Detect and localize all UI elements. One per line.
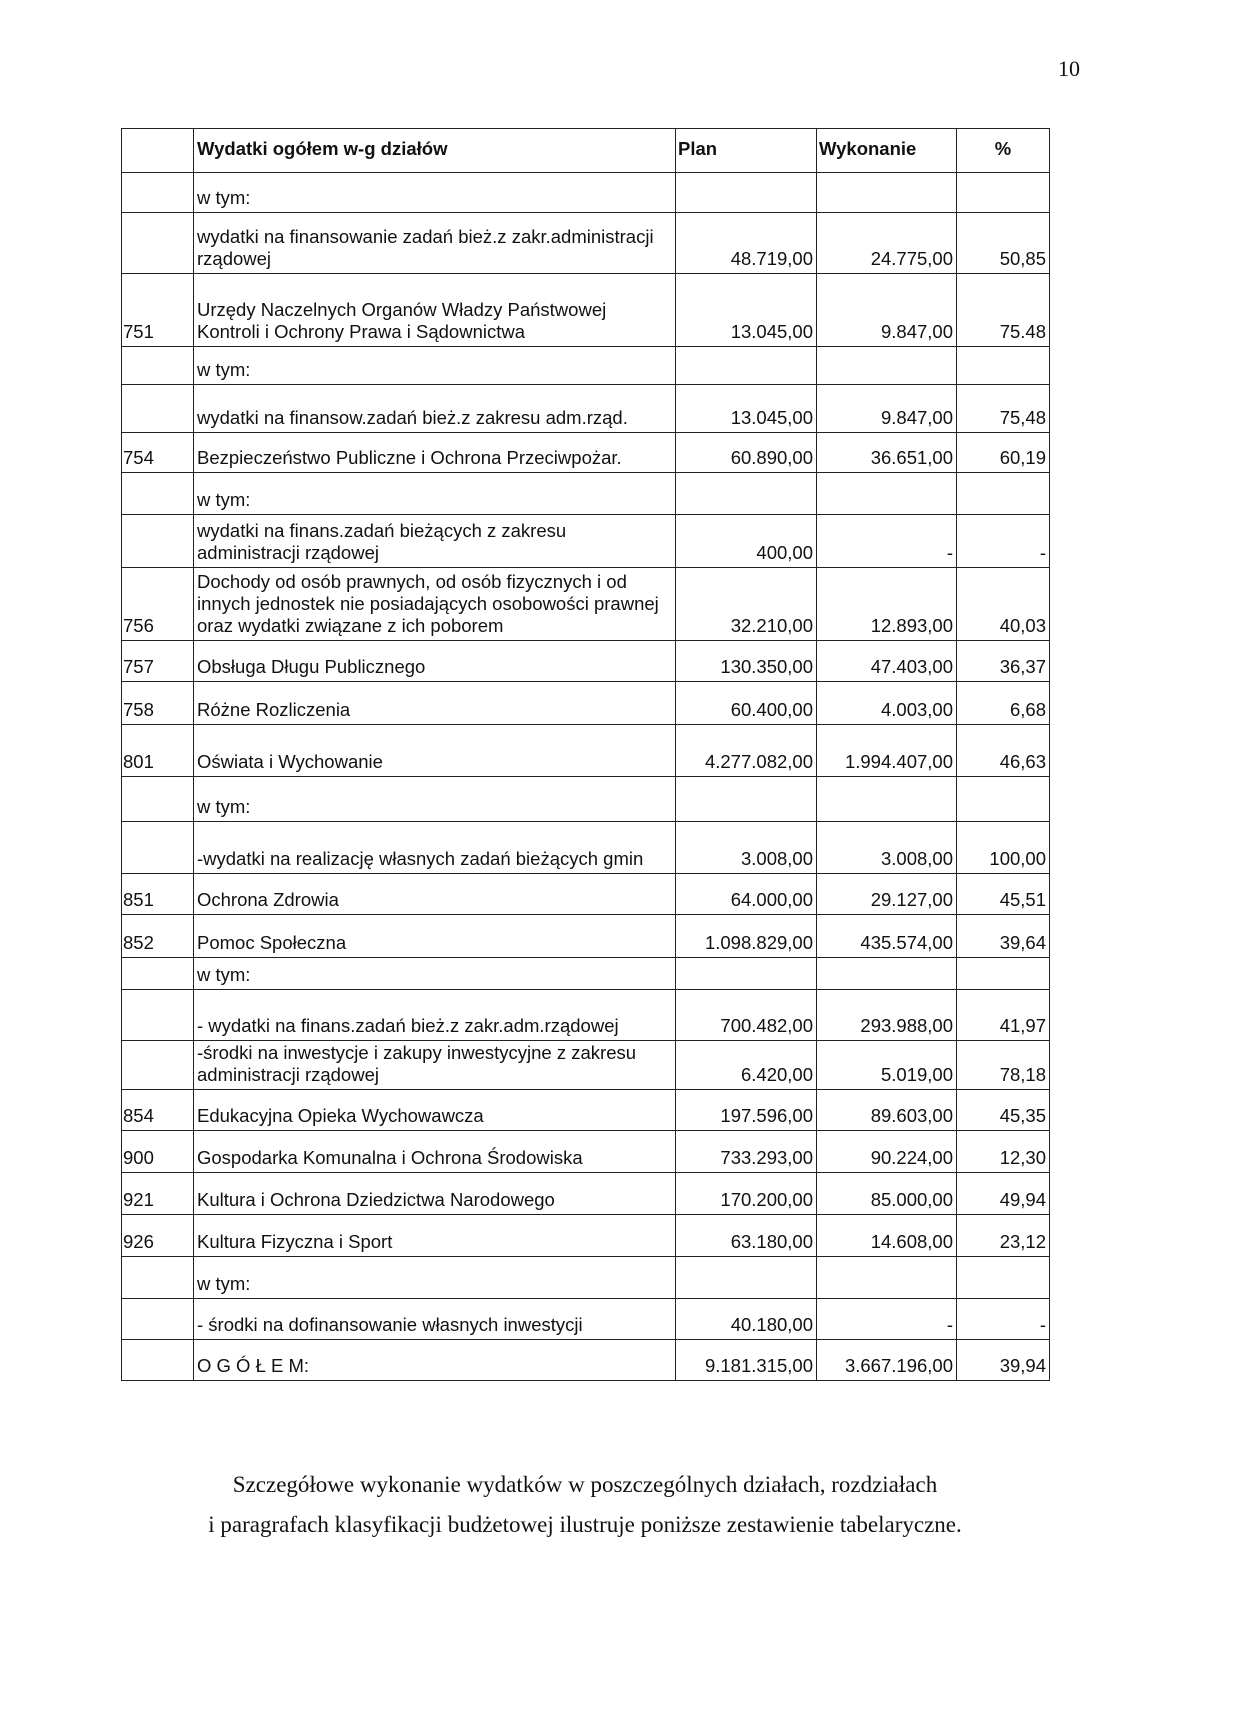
row-plan: 9.181.315,00 xyxy=(676,1340,817,1381)
row-plan: 40.180,00 xyxy=(676,1299,817,1340)
row-execution xyxy=(817,1257,957,1299)
row-percent xyxy=(957,1257,1050,1299)
row-percent: - xyxy=(957,1299,1050,1340)
row-name: Ochrona Zdrowia xyxy=(194,874,676,915)
row-code xyxy=(122,1299,194,1340)
row-execution: 9.847,00 xyxy=(817,274,957,347)
row-name: - środki na dofinansowanie własnych inwestycji xyxy=(194,1299,676,1340)
row-code xyxy=(122,958,194,990)
row-execution: 5.019,00 xyxy=(817,1041,957,1090)
row-percent: 50,85 xyxy=(957,213,1050,274)
table-row xyxy=(122,1257,1050,1299)
row-percent: 39,94 xyxy=(957,1340,1050,1381)
row-percent xyxy=(957,173,1050,213)
table-row xyxy=(122,822,1050,874)
row-percent: 23,12 xyxy=(957,1215,1050,1257)
table-row xyxy=(122,433,1050,473)
row-percent: 45,35 xyxy=(957,1090,1050,1131)
row-percent: 75,48 xyxy=(957,385,1050,433)
row-code xyxy=(122,213,194,274)
row-execution: 1.994.407,00 xyxy=(817,725,957,777)
row-execution: 435.574,00 xyxy=(817,915,957,958)
table-row xyxy=(122,725,1050,777)
row-name: Oświata i Wychowanie xyxy=(194,725,676,777)
row-name: Edukacyjna Opieka Wychowawcza xyxy=(194,1090,676,1131)
row-execution xyxy=(817,777,957,822)
row-code xyxy=(122,822,194,874)
row-code: 900 xyxy=(122,1131,194,1173)
row-name: w tym: xyxy=(194,1257,676,1299)
row-code: 854 xyxy=(122,1090,194,1131)
row-execution xyxy=(817,958,957,990)
row-execution: 29.127,00 xyxy=(817,874,957,915)
row-percent: 78,18 xyxy=(957,1041,1050,1090)
table-row xyxy=(122,1041,1050,1090)
row-name: Gospodarka Komunalna i Ochrona Środowiska xyxy=(194,1131,676,1173)
row-plan xyxy=(676,347,817,385)
table-row xyxy=(122,385,1050,433)
row-name: Kultura i Ochrona Dziedzictwa Narodowego xyxy=(194,1173,676,1215)
row-plan: 3.008,00 xyxy=(676,822,817,874)
row-code: 851 xyxy=(122,874,194,915)
table-row xyxy=(122,915,1050,958)
table-row xyxy=(122,274,1050,347)
row-code: 756 xyxy=(122,568,194,641)
page-number: 10 xyxy=(1058,56,1080,81)
row-code: 757 xyxy=(122,641,194,682)
row-execution: 89.603,00 xyxy=(817,1090,957,1131)
footer-paragraph xyxy=(121,1465,1049,1545)
row-code xyxy=(122,347,194,385)
row-name: Dochody od osób prawnych, od osób fizycznych i od innych jednostek nie posiadających osobowości prawnej oraz wydatki związane z ich poborem xyxy=(194,568,676,641)
row-code xyxy=(122,1041,194,1090)
row-percent: 12,30 xyxy=(957,1131,1050,1173)
row-execution xyxy=(817,173,957,213)
row-name: Urzędy Naczelnych Organów Władzy Państwowej Kontroli i Ochrony Prawa i Sądownictwa xyxy=(194,274,676,347)
row-plan: 63.180,00 xyxy=(676,1215,817,1257)
header-plan: Plan xyxy=(676,129,817,173)
row-code: 926 xyxy=(122,1215,194,1257)
table-row xyxy=(122,568,1050,641)
row-code: 852 xyxy=(122,915,194,958)
row-plan xyxy=(676,1257,817,1299)
row-name: -wydatki na realizację własnych zadań bieżących gmin xyxy=(194,822,676,874)
footer-line: Szczegółowe wykonanie wydatków w poszczególnych działach, rozdziałach xyxy=(232,1472,938,1497)
row-code xyxy=(122,777,194,822)
table-row xyxy=(122,1215,1050,1257)
row-plan: 60.400,00 xyxy=(676,682,817,725)
table-row xyxy=(122,874,1050,915)
row-plan: 400,00 xyxy=(676,515,817,568)
row-code: 754 xyxy=(122,433,194,473)
table-row xyxy=(122,515,1050,568)
table-row xyxy=(122,682,1050,725)
row-name: - wydatki na finans.zadań bież.z zakr.adm.rządowej xyxy=(194,990,676,1041)
row-percent: 40,03 xyxy=(957,568,1050,641)
row-name: w tym: xyxy=(194,347,676,385)
row-plan: 32.210,00 xyxy=(676,568,817,641)
table-row xyxy=(122,777,1050,822)
row-code xyxy=(122,1257,194,1299)
row-execution: 3.667.196,00 xyxy=(817,1340,957,1381)
header-percent: % xyxy=(957,129,1050,173)
table-row xyxy=(122,1299,1050,1340)
row-code xyxy=(122,173,194,213)
expenditure-table xyxy=(121,128,1050,1381)
row-percent: 36,37 xyxy=(957,641,1050,682)
row-percent xyxy=(957,473,1050,515)
row-name: w tym: xyxy=(194,777,676,822)
row-execution: - xyxy=(817,1299,957,1340)
row-percent: 49,94 xyxy=(957,1173,1050,1215)
table-row xyxy=(122,958,1050,990)
table-row xyxy=(122,990,1050,1041)
row-code: 751 xyxy=(122,274,194,347)
row-plan xyxy=(676,173,817,213)
row-percent: 46,63 xyxy=(957,725,1050,777)
row-percent: 39,64 xyxy=(957,915,1050,958)
row-execution: 9.847,00 xyxy=(817,385,957,433)
row-percent xyxy=(957,958,1050,990)
table-row xyxy=(122,641,1050,682)
row-percent: 75.48 xyxy=(957,274,1050,347)
row-plan xyxy=(676,473,817,515)
table-row xyxy=(122,1131,1050,1173)
row-plan: 1.098.829,00 xyxy=(676,915,817,958)
header-name: Wydatki ogółem w-g działów xyxy=(194,129,676,173)
row-execution: 24.775,00 xyxy=(817,213,957,274)
row-plan: 48.719,00 xyxy=(676,213,817,274)
row-plan: 64.000,00 xyxy=(676,874,817,915)
footer-line: i paragrafach klasyfikacji budżetowej ilustruje poniższe zestawienie tabelaryczne. xyxy=(208,1512,962,1537)
row-execution: 90.224,00 xyxy=(817,1131,957,1173)
row-execution xyxy=(817,473,957,515)
row-execution: 12.893,00 xyxy=(817,568,957,641)
row-plan: 4.277.082,00 xyxy=(676,725,817,777)
row-name: Bezpieczeństwo Publiczne i Ochrona Przeciwpożar. xyxy=(194,433,676,473)
row-plan: 170.200,00 xyxy=(676,1173,817,1215)
row-name: wydatki na finansowanie zadań bież.z zakr.administracji rządowej xyxy=(194,213,676,274)
row-name: O G Ó Ł E M: xyxy=(194,1340,676,1381)
table-row xyxy=(122,473,1050,515)
row-plan: 13.045,00 xyxy=(676,274,817,347)
row-name: wydatki na finans.zadań bieżących z zakresu administracji rządowej xyxy=(194,515,676,568)
row-code: 758 xyxy=(122,682,194,725)
row-execution: - xyxy=(817,515,957,568)
row-plan: 6.420,00 xyxy=(676,1041,817,1090)
row-execution: 14.608,00 xyxy=(817,1215,957,1257)
row-code xyxy=(122,990,194,1041)
row-percent: 45,51 xyxy=(957,874,1050,915)
table-row xyxy=(122,173,1050,213)
row-name: Obsługa Długu Publicznego xyxy=(194,641,676,682)
row-name: wydatki na finansow.zadań bież.z zakresu adm.rząd. xyxy=(194,385,676,433)
row-plan xyxy=(676,777,817,822)
row-percent: 41,97 xyxy=(957,990,1050,1041)
row-plan: 197.596,00 xyxy=(676,1090,817,1131)
row-name: -środki na inwestycje i zakupy inwestycyjne z zakresu administracji rządowej xyxy=(194,1041,676,1090)
row-plan: 130.350,00 xyxy=(676,641,817,682)
row-plan: 13.045,00 xyxy=(676,385,817,433)
table-row xyxy=(122,1090,1050,1131)
row-execution: 36.651,00 xyxy=(817,433,957,473)
header-code-cell xyxy=(122,129,194,173)
row-code xyxy=(122,515,194,568)
row-code: 801 xyxy=(122,725,194,777)
row-name: Kultura Fizyczna i Sport xyxy=(194,1215,676,1257)
row-execution: 293.988,00 xyxy=(817,990,957,1041)
row-plan: 733.293,00 xyxy=(676,1131,817,1173)
row-plan xyxy=(676,958,817,990)
row-percent: 100,00 xyxy=(957,822,1050,874)
row-execution: 4.003,00 xyxy=(817,682,957,725)
table-row xyxy=(122,1173,1050,1215)
row-percent xyxy=(957,347,1050,385)
row-name: w tym: xyxy=(194,173,676,213)
table-header-row xyxy=(122,129,1050,173)
row-percent xyxy=(957,777,1050,822)
row-execution xyxy=(817,347,957,385)
row-percent: - xyxy=(957,515,1050,568)
table-row xyxy=(122,213,1050,274)
row-code xyxy=(122,1340,194,1381)
row-code xyxy=(122,385,194,433)
row-percent: 6,68 xyxy=(957,682,1050,725)
row-execution: 85.000,00 xyxy=(817,1173,957,1215)
row-execution: 3.008,00 xyxy=(817,822,957,874)
row-plan: 700.482,00 xyxy=(676,990,817,1041)
row-name: w tym: xyxy=(194,958,676,990)
header-execution: Wykonanie xyxy=(817,129,957,173)
row-percent: 60,19 xyxy=(957,433,1050,473)
row-name: w tym: xyxy=(194,473,676,515)
row-name: Pomoc Społeczna xyxy=(194,915,676,958)
row-code: 921 xyxy=(122,1173,194,1215)
row-plan: 60.890,00 xyxy=(676,433,817,473)
row-execution: 47.403,00 xyxy=(817,641,957,682)
table-total-row xyxy=(122,1340,1050,1381)
row-name: Różne Rozliczenia xyxy=(194,682,676,725)
row-code xyxy=(122,473,194,515)
table-row xyxy=(122,347,1050,385)
